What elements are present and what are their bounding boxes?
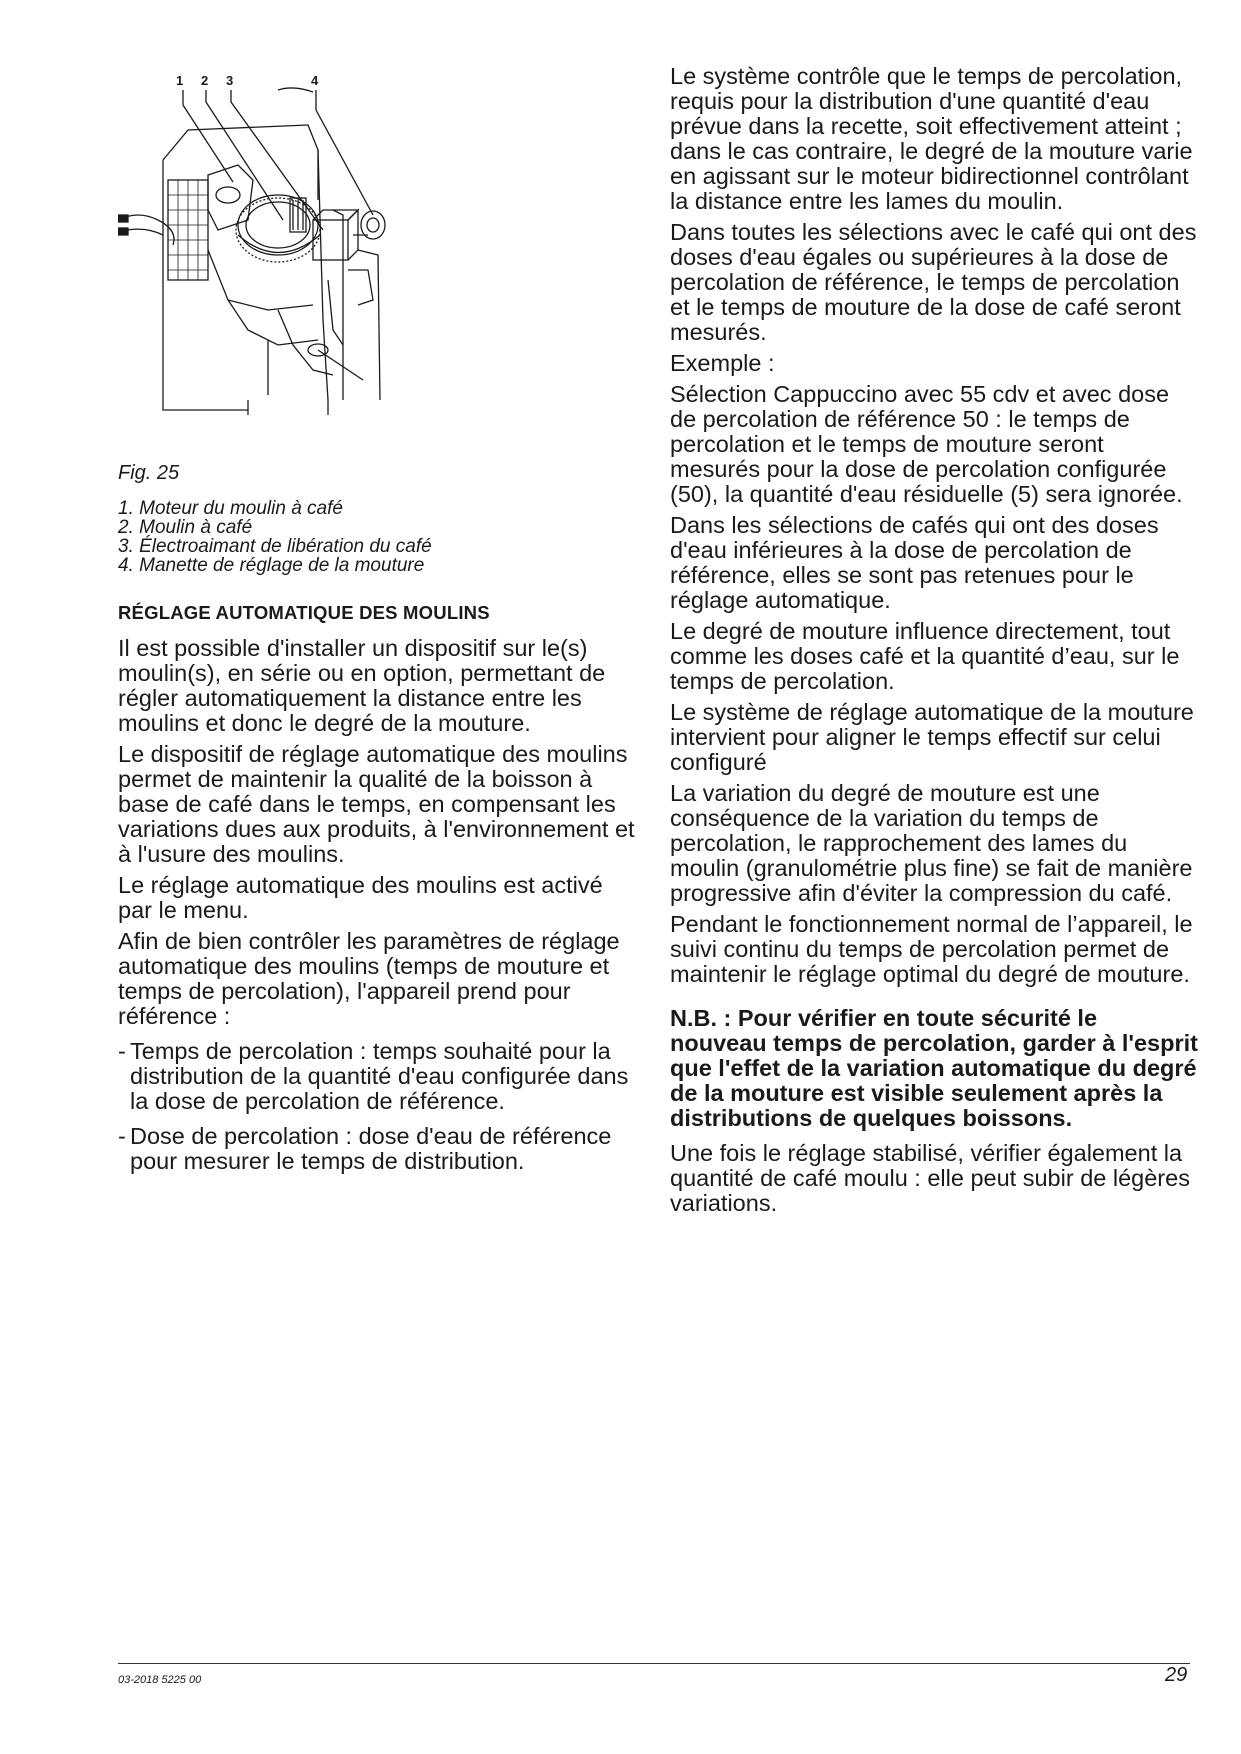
legend-item: 3. Électroaimant de libération du café [118, 536, 432, 557]
paragraph: Le réglage automatique des moulins est activé par le menu. [118, 872, 603, 923]
legend-item: 2. Moulin à café [118, 517, 253, 538]
figure-legend [118, 499, 638, 575]
bullet-item [118, 1039, 638, 1114]
document-code: 03-2018 5225 00 [118, 1674, 202, 1686]
paragraph: Exemple : [670, 350, 775, 376]
paragraph: Pendant le fonctionnement normal de l’appareil, le suivi continu du temps de percolation permet de maintenir le réglage optimal du degré de mouture. [670, 911, 1193, 987]
left-column [118, 70, 638, 1180]
callout-4: 4 [311, 73, 319, 88]
callout-1: 1 [176, 73, 184, 88]
callout-3: 3 [226, 73, 234, 88]
bullet-item [118, 1124, 638, 1174]
paragraph: Il est possible d'installer un dispositif sur le(s) moulin(s), en série ou en option, permettant de régler automatiquement la distance entre les moulins et donc le degré de la mouture. [118, 635, 606, 736]
paragraph: Dans les sélections de cafés qui ont des doses d'eau inférieures à la dose de percolation de référence, elles se sont pas retenues pour le réglage automatique. [670, 512, 1159, 613]
paragraph: Afin de bien contrôler les paramètres de réglage automatique des moulins (temps de mouture et temps de percolation), l'appareil prend pour référence : [118, 928, 620, 1029]
page-number: 29 [1165, 1664, 1188, 1686]
grinder-drawing [118, 70, 498, 440]
section-heading: RÉGLAGE AUTOMATIQUE DES MOULINS [118, 602, 490, 623]
legend-item: 1. Moteur du moulin à café [118, 498, 343, 519]
bullet-dash: - [118, 1038, 126, 1064]
paragraph: Une fois le réglage stabilisé, vérifier également la quantité de café moulu : elle peut subir de légères variations. [670, 1140, 1190, 1216]
bullet-text: Temps de percolation : temps souhaité pour la distribution de la quantité d'eau configurée dans la dose de percolation de référence. [130, 1038, 629, 1114]
paragraph: Le dispositif de réglage automatique des moulins permet de maintenir la qualité de la boisson à base de café dans le temps, en compensant les variations dues aux produits, à l'environnement et à l'usure des moulins. [118, 741, 635, 867]
legend-item: 4. Manette de réglage de la mouture [118, 555, 425, 576]
footer-divider [118, 1663, 1190, 1664]
paragraph: Le degré de mouture influence directement, tout comme les doses café et la quantité d’eau, sur le temps de percolation. [670, 618, 1180, 694]
figure-25-grinder-illustration [118, 70, 498, 440]
paragraph: Dans toutes les sélections avec le café qui ont des doses d'eau égales ou supérieures à la dose de percolation de référence, le temps de percolation et le temps de mouture de la dose de café seront mesurés. [670, 219, 1197, 345]
right-column [670, 64, 1200, 1222]
safety-note: N.B. : Pour vérifier en toute sécurité le nouveau temps de percolation, garder à l'esprit que l'effet de la variation automatique du degré de la mouture est visible seulement après la distributions de quelques boissons. [670, 1005, 1198, 1131]
callout-2: 2 [201, 73, 209, 88]
paragraph: Sélection Cappuccino avec 55 cdv et avec dose de percolation de référence 50 : le temps de percolation et le temps de mouture seront mesurés pour la dose de percolation configurée (50), la quantité d'eau résiduelle (5) sera ignorée. [670, 381, 1183, 507]
paragraph: Le système contrôle que le temps de percolation, requis pour la distribution d'une quantité d'eau prévue dans la recette, soit effectivement atteint ; dans le cas contraire, le degré de la mouture varie en agissant sur le moteur bidirectionnel contrôlant la distance entre les lames du moulin. [670, 63, 1193, 214]
paragraph: Le système de réglage automatique de la mouture intervient pour aligner le temps effectif sur celui configuré [670, 699, 1194, 775]
bullet-dash: - [118, 1123, 126, 1149]
figure-caption: Fig. 25 [118, 462, 180, 484]
paragraph: La variation du degré de mouture est une conséquence de la variation du temps de percolation, le rapprochement des lames du moulin (granulométrie plus fine) se fait de manière progressive afin d'éviter la compression du café. [670, 780, 1193, 906]
bullet-text: Dose de percolation : dose d'eau de référence pour mesurer le temps de distribution. [130, 1123, 612, 1174]
